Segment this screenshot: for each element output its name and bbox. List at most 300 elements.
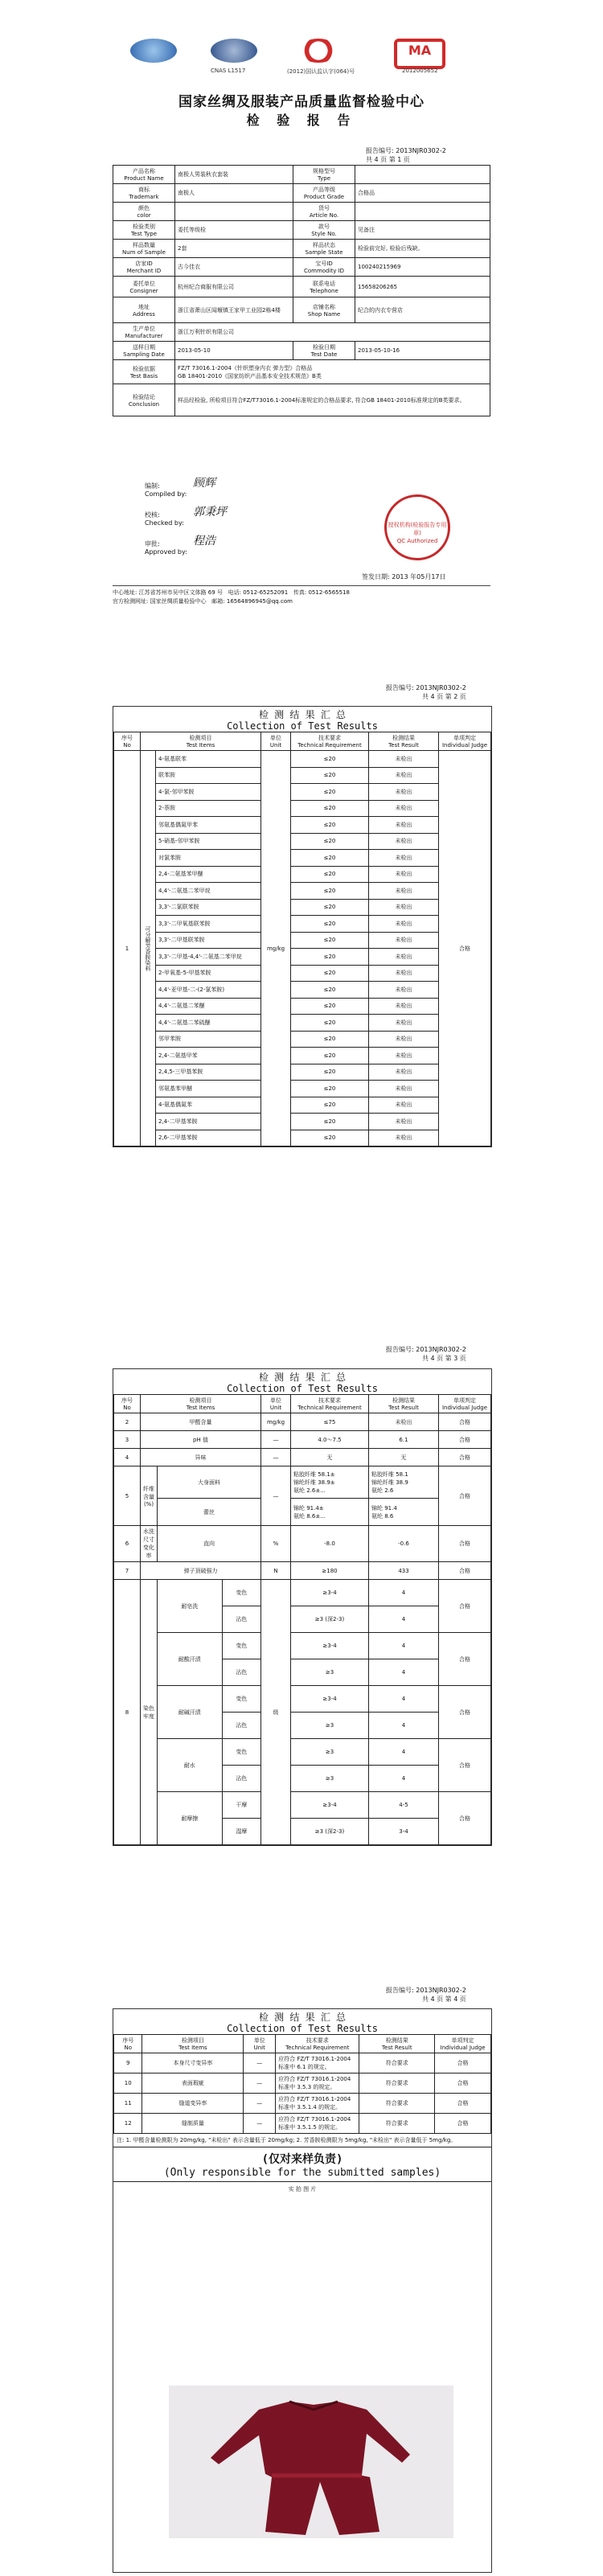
row-number: 7	[114, 1562, 141, 1580]
result: 4	[369, 1606, 439, 1633]
table-row	[114, 2114, 491, 2134]
field-value: 浙江省萧山区闻堰镇王家甲工业园2栋4楼	[175, 297, 293, 323]
requirement: 应符合 FZ/T 73016.1-2004 标准中 3.5.1.5 的规定。	[276, 2114, 359, 2134]
field-label: 店铺名称 Shop Name	[293, 297, 355, 323]
field-label: 检验结论 Conclusion	[113, 384, 175, 416]
column-header: 技术要求 Technical Requirement	[276, 2035, 359, 2053]
requirement: ≤20	[291, 1015, 369, 1032]
test-subitem: 干摩	[222, 1792, 260, 1819]
unit: —	[244, 2074, 276, 2094]
result: 6.1	[369, 1431, 439, 1449]
requirement: ≤20	[291, 784, 369, 801]
table-row	[114, 866, 491, 883]
requirement: ≤20	[291, 932, 369, 949]
heading-en: Collection of Test Results	[227, 720, 378, 732]
test-item: 弹子顶破强力	[141, 1562, 261, 1580]
requirement: ≥3	[291, 1713, 369, 1739]
test-subitem: 耐酸汗渍	[158, 1633, 223, 1686]
requirement: ≥3	[291, 1659, 369, 1686]
requirement: ≥3	[291, 1766, 369, 1792]
signature-role: 校核:	[145, 511, 160, 519]
table-row	[114, 1686, 491, 1713]
result: 未检出	[369, 899, 439, 916]
test-item: 2,4-二甲基苯胺	[156, 1114, 261, 1130]
unit: —	[244, 2094, 276, 2114]
report-meta	[386, 1986, 466, 2004]
field-value: 南极人男装秋衣套装	[175, 166, 293, 184]
test-item: pH 值	[141, 1431, 261, 1449]
results-table	[113, 2034, 491, 2134]
field-value: 杭州纪合商服有限公司	[175, 277, 293, 297]
column-header: 序号 No	[114, 1395, 141, 1413]
requirement: ≤20	[291, 998, 369, 1015]
result: 3-4	[369, 1819, 439, 1845]
result: 未检出	[369, 932, 439, 949]
results-table	[113, 732, 491, 1146]
requirement: ≤20	[291, 817, 369, 834]
table-row	[114, 1114, 491, 1130]
test-item: 2-萘胺	[156, 800, 261, 817]
field-value: 见备注	[355, 221, 490, 240]
table-row	[114, 1526, 491, 1562]
judge: 合格	[439, 1739, 491, 1792]
table-row	[114, 1580, 491, 1606]
page-footer	[113, 585, 490, 606]
field-label: 货号 Article No.	[293, 203, 355, 221]
column-header: 技术要求 Technical Requirement	[291, 1395, 369, 1413]
table-row	[114, 1466, 491, 1499]
unit: —	[261, 1431, 291, 1449]
row-number: 9	[114, 2053, 142, 2074]
requirement: ≤20	[291, 1114, 369, 1130]
result: 4	[369, 1580, 439, 1606]
field-value: 2013-05-10-16	[355, 342, 490, 360]
info-row	[113, 203, 490, 221]
judge: 合格	[435, 2114, 491, 2134]
column-header: 单项判定 Individual Judge	[439, 732, 491, 751]
field-value	[355, 166, 490, 184]
cma-logo-icon	[299, 39, 338, 63]
signature-role-en: Compiled by:	[145, 490, 187, 498]
report-meta	[366, 146, 446, 164]
info-row	[113, 384, 490, 416]
info-row	[113, 297, 490, 323]
result: 未检出	[369, 998, 439, 1015]
field-label: 送样日期 Sampling Date	[113, 342, 175, 360]
page-info: 共 4 页 第 3 页	[421, 1355, 466, 1362]
table-row	[114, 2094, 491, 2114]
result: 符合要求	[359, 2053, 435, 2074]
cnas-id-label: CNAS L1517	[211, 68, 246, 74]
ma-logo-icon: MA	[394, 39, 445, 69]
field-label: 地址 Address	[113, 297, 175, 323]
row-number: 11	[114, 2094, 142, 2114]
column-header: 检测结果 Test Result	[369, 1395, 439, 1413]
requirement: ≥3	[291, 1739, 369, 1766]
judge: 合格	[435, 2053, 491, 2074]
table-row	[114, 800, 491, 817]
unit: mg/kg	[261, 751, 291, 1146]
column-header: 检测项目 Test Items	[142, 2035, 244, 2053]
footnote: 注: 1. 甲醛含量检测限为 20mg/kg, "未检出" 表示含量低于 20mg/kg; 2. 芳香胺检测限为 5mg/kg, "未检出" 表示含量低于 5mg/kg。	[113, 2134, 491, 2147]
table-row	[114, 1413, 491, 1431]
signature-row	[145, 477, 306, 498]
info-row	[113, 184, 490, 203]
report-number: 报告编号: 2013NJR0302-2	[386, 1346, 466, 1353]
judge: 合格	[439, 1466, 491, 1526]
result: 未检出	[369, 949, 439, 966]
requirement: ≤20	[291, 883, 369, 900]
section-heading	[113, 2009, 491, 2034]
judge: 合格	[439, 751, 491, 1146]
test-item: 4-氯-邻甲苯胺	[156, 784, 261, 801]
requirement: ≤20	[291, 850, 369, 867]
page-subtitle: 检 验 报 告	[246, 113, 357, 128]
requirement: ≥3 (深2-3)	[291, 1606, 369, 1633]
requirement: ≤20	[291, 899, 369, 916]
test-item: 邻氨基偶氮甲苯	[156, 817, 261, 834]
test-subitem: 变色	[222, 1580, 260, 1606]
requirement: -8.0	[291, 1526, 369, 1562]
field-label: 规格型号 Type	[293, 166, 355, 184]
requirement: ≤20	[291, 949, 369, 966]
test-item: 染色牢度	[141, 1580, 158, 1845]
field-value: 15658206265	[355, 277, 490, 297]
test-item: 2-甲氧基-5-甲基苯胺	[156, 965, 261, 982]
test-subitem: 大身面料	[158, 1466, 261, 1499]
disclaimer-cn: (仅对来样负责)	[261, 2153, 343, 2166]
info-row	[113, 323, 490, 342]
test-item: 甲醛含量	[141, 1413, 261, 1431]
column-header: 单位 Unit	[244, 2035, 276, 2053]
table-row	[114, 1792, 491, 1819]
column-header: 单项判定 Individual Judge	[439, 1395, 491, 1413]
result: 未检出	[369, 767, 439, 784]
unit: —	[261, 1449, 291, 1466]
report-page-2	[0, 675, 603, 1254]
report-page-3	[0, 1331, 603, 1942]
section-heading	[113, 707, 491, 732]
test-item: 联苯胺	[156, 767, 261, 784]
result: 符合要求	[359, 2094, 435, 2114]
test-item: 2,4-二氨基苯甲醚	[156, 866, 261, 883]
report-page-1	[0, 0, 603, 635]
test-item: 异味	[141, 1449, 261, 1466]
signature-role: 审批:	[145, 540, 160, 548]
test-item: 2,4-二氨基甲苯	[156, 1048, 261, 1064]
result: 未检出	[369, 1048, 439, 1064]
test-item: 4-氨基联苯	[156, 751, 261, 768]
info-row	[113, 277, 490, 297]
test-subitem: 耐皂洗	[158, 1580, 223, 1633]
field-label: 产品名称 Product Name	[113, 166, 175, 184]
disclaimer-en: (Only responsible for the submitted samples)	[113, 2167, 491, 2182]
result: 未检出	[369, 800, 439, 817]
column-header: 检测项目 Test Items	[141, 732, 261, 751]
table-row	[114, 1081, 491, 1097]
report-meta	[386, 683, 466, 701]
unit: mg/kg	[261, 1413, 291, 1431]
field-value: 委托等级检	[175, 221, 293, 240]
table-header-row	[114, 1395, 491, 1413]
row-number: 12	[114, 2114, 142, 2134]
info-row	[113, 258, 490, 277]
judge: 合格	[439, 1562, 491, 1580]
row-number: 4	[114, 1449, 141, 1466]
column-header: 检测结果 Test Result	[359, 2035, 435, 2053]
table-row	[114, 784, 491, 801]
field-value: 样品经检验, 所检项目符合FZ/T73016.1-2004标准规定的合格品要求, 符合GB 18401-2010标准规定的B类要求。	[175, 384, 490, 416]
field-value: 2套	[175, 240, 293, 258]
footer-email: 邮箱: 16564896945@qq.com	[211, 598, 293, 605]
heading-en: Collection of Test Results	[227, 1383, 378, 1394]
result: 未检出	[369, 833, 439, 850]
report-page-4	[0, 1979, 603, 2576]
result: 未检出	[369, 1413, 439, 1431]
requirement: ≤20	[291, 767, 369, 784]
column-header: 技术要求 Technical Requirement	[291, 732, 369, 751]
test-subitem: 变色	[222, 1686, 260, 1713]
test-item: 5-硝基-邻甲苯胺	[156, 833, 261, 850]
stamp-text-en: QC Authorized	[396, 538, 438, 544]
row-number: 2	[114, 1413, 141, 1431]
page-info: 共 4 页 第 2 页	[421, 693, 466, 700]
field-value: 浙江万利针织有限公司	[175, 323, 490, 342]
table-header-row	[114, 2035, 491, 2053]
product-photo	[169, 2385, 453, 2538]
judge: 合格	[439, 1580, 491, 1633]
judge: 合格	[439, 1449, 491, 1466]
requirement: ≥3 (深2-3)	[291, 1819, 369, 1845]
field-label: 产品等级 Product Grade	[293, 184, 355, 203]
result: 符合要求	[359, 2074, 435, 2094]
signature-role: 编制:	[145, 482, 160, 490]
test-item: 4,4'-亚甲基-二-(2-氯苯胺)	[156, 982, 261, 999]
result: 未检出	[369, 883, 439, 900]
result: 未检出	[369, 1081, 439, 1097]
table-row	[114, 767, 491, 784]
test-item: 邻甲苯胺	[156, 1031, 261, 1048]
result: 未检出	[369, 817, 439, 834]
test-item: 3,3'-二氯联苯胺	[156, 899, 261, 916]
field-value: FZ/T 73016.1-2004《针织塑身内衣 弹力型》合格品 GB 18401-2010《国家纺织产品基本安全技术规范》B类	[175, 360, 490, 384]
signature-role-en: Checked by:	[145, 519, 184, 527]
requirement: ≤20	[291, 1130, 369, 1146]
garment-photo-icon	[169, 2385, 453, 2538]
table-row	[114, 949, 491, 966]
test-item: 邻氨基苯甲醚	[156, 1081, 261, 1097]
info-row	[113, 166, 490, 184]
column-header: 检测结果 Test Result	[369, 732, 439, 751]
field-label: 款号 Style No.	[293, 221, 355, 240]
table-row	[114, 1015, 491, 1032]
field-label: 样品状态 Sample State	[293, 240, 355, 258]
table-row	[114, 1739, 491, 1766]
field-label: 检验类别 Test Type	[113, 221, 175, 240]
info-table-container	[113, 165, 490, 416]
field-label: 检验日期 Test Date	[293, 342, 355, 360]
field-label: 颜色 color	[113, 203, 175, 221]
requirement: ≤20	[291, 1081, 369, 1097]
table-row	[114, 1449, 491, 1466]
test-item: 缝制质量	[142, 2114, 244, 2134]
requirement: ≤20	[291, 1097, 369, 1114]
test-item: 2,6-二甲基苯胺	[156, 1130, 261, 1146]
field-value: 合格品	[355, 184, 490, 203]
judge: 合格	[439, 1792, 491, 1845]
heading-cn: 检 测 结 果 汇 总	[258, 1372, 347, 1383]
result: 未检出	[369, 965, 439, 982]
column-header: 序号 No	[114, 2035, 142, 2053]
requirement: ≤75	[291, 1413, 369, 1431]
page-info: 共 4 页 第 1 页	[366, 156, 410, 163]
unit: —	[244, 2053, 276, 2074]
field-value: 检验前完好, 检验后残缺。	[355, 240, 490, 258]
test-item: 3,3'-二甲基联苯胺	[156, 932, 261, 949]
requirement: ≤20	[291, 1064, 369, 1081]
result: 未检出	[369, 1130, 439, 1146]
test-item: 水洗尺寸变化率	[141, 1526, 158, 1562]
requirement: ≥3-4	[291, 1633, 369, 1659]
field-value: 纪合的内衣专营店	[355, 297, 490, 323]
unit: 级	[261, 1580, 291, 1845]
table-row	[114, 899, 491, 916]
official-stamp-icon	[384, 494, 450, 560]
test-subitem: 变色	[222, 1739, 260, 1766]
requirement: 应符合 FZ/T 73016.1-2004 标准中 3.5.1.4 的规定。	[276, 2094, 359, 2114]
result: 4	[369, 1659, 439, 1686]
result: 未检出	[369, 1064, 439, 1081]
heading-cn: 检 测 结 果 汇 总	[258, 2012, 347, 2023]
requirement: 粘胶纤维 58.1± 锦纶纤维 38.9± 氨纶 2.6±...	[291, 1466, 369, 1499]
result: 4	[369, 1713, 439, 1739]
results-table-container	[113, 1368, 492, 1846]
judge: 合格	[439, 1686, 491, 1739]
test-subitem: 沾色	[222, 1606, 260, 1633]
signature-row	[145, 506, 306, 527]
table-header-row	[114, 732, 491, 751]
footer-phone: 电话: 0512-65252091	[228, 589, 289, 596]
test-item: 4-氨基偶氮苯	[156, 1097, 261, 1114]
test-subitem: 湿摩	[222, 1819, 260, 1845]
requirement: ≤20	[291, 1031, 369, 1048]
signature-row	[145, 535, 306, 556]
unit: —	[244, 2114, 276, 2134]
stamp-text: 授权机构(检验报告专用章)	[388, 522, 447, 536]
test-subitem: 耐摩擦	[158, 1792, 223, 1845]
test-item: 3,3'-二甲基-4,4'-二氨基二苯甲烷	[156, 949, 261, 966]
report-number: 报告编号: 2013NJR0302-2	[366, 147, 446, 154]
results-table-container	[113, 706, 492, 1147]
column-header: 单位 Unit	[261, 1395, 291, 1413]
table-row	[114, 2053, 491, 2074]
info-row	[113, 240, 490, 258]
table-row	[114, 1048, 491, 1064]
test-item: 本身尺寸变异率	[142, 2053, 244, 2074]
page-title: 国家丝绸及服装产品质量监督检验中心	[178, 94, 425, 110]
table-row	[114, 932, 491, 949]
judge: 合格	[439, 1413, 491, 1431]
field-label: 商标 Trademark	[113, 184, 175, 203]
result: 未检出	[369, 1114, 439, 1130]
result: 未检出	[369, 916, 439, 933]
column-header: 单位 Unit	[261, 732, 291, 751]
judge: 合格	[435, 2094, 491, 2114]
table-row	[114, 1633, 491, 1659]
row-number: 1	[114, 751, 141, 1146]
result: 4	[369, 1686, 439, 1713]
table-row	[114, 833, 491, 850]
ilac-logo-icon	[130, 39, 177, 63]
report-number: 报告编号: 2013NJR0302-2	[386, 684, 466, 691]
unit: N	[261, 1562, 291, 1580]
table-row	[114, 998, 491, 1015]
column-header: 序号 No	[114, 732, 141, 751]
judge: 合格	[439, 1633, 491, 1686]
footer-website: 官方检测网址: 国家丝绸质量检验中心	[113, 598, 207, 605]
row-number: 6	[114, 1526, 141, 1562]
unit: %	[261, 1526, 291, 1562]
test-subitem: 蕾丝	[158, 1499, 261, 1526]
field-label: 生产单位 Manufacturer	[113, 323, 175, 342]
table-row	[114, 2074, 491, 2094]
table-row	[114, 1031, 491, 1048]
requirement: 无	[291, 1449, 369, 1466]
sign-date: 签发日期: 2013 年05月17日	[362, 573, 446, 580]
result: 未检出	[369, 1015, 439, 1032]
test-subitem: 变色	[222, 1633, 260, 1659]
result: 未检出	[369, 751, 439, 768]
test-subitem: 沾色	[222, 1713, 260, 1739]
table-row	[114, 965, 491, 982]
results-table	[113, 1394, 491, 1845]
row-number: 8	[114, 1580, 141, 1845]
test-item: 缝道变异率	[142, 2094, 244, 2114]
result: -0.6	[369, 1526, 439, 1562]
test-subitem: 耐碱汗渍	[158, 1686, 223, 1739]
test-item: 2,4,5-三甲基苯胺	[156, 1064, 261, 1081]
requirement: 锦纶 91.4± 氨纶 8.6±...	[291, 1499, 369, 1526]
footer-fax: 传真: 0512-6565518	[293, 589, 350, 596]
report-number: 报告编号: 2013NJR0302-2	[386, 1987, 466, 1994]
test-subitem: 直向	[158, 1526, 261, 1562]
cnas-logo-icon	[211, 39, 257, 63]
requirement: ≤20	[291, 800, 369, 817]
test-item: 对氯苯胺	[156, 850, 261, 867]
table-row	[114, 1097, 491, 1114]
info-table	[113, 165, 490, 416]
requirement: 应符合 FZ/T 73016.1-2004 标准中 6.1 的规定。	[276, 2053, 359, 2074]
field-label: 检验依据 Test Basis	[113, 360, 175, 384]
unit: —	[261, 1466, 291, 1526]
result: 4	[369, 1633, 439, 1659]
report-meta	[386, 1345, 466, 1363]
table-row	[114, 916, 491, 933]
field-value: 古今佳衣	[175, 258, 293, 277]
table-row	[114, 1064, 491, 1081]
field-label: 宝号ID Commodity ID	[293, 258, 355, 277]
row-number: 10	[114, 2074, 142, 2094]
table-row	[114, 850, 491, 867]
field-value	[175, 203, 293, 221]
requirement: ≤20	[291, 833, 369, 850]
signature-role-en: Approved by:	[145, 548, 187, 556]
field-value: 南极人	[175, 184, 293, 203]
table-row	[114, 982, 491, 999]
table-row	[114, 1431, 491, 1449]
result: 粘胶纤维 58.1 锦纶纤维 38.9 氨纶 2.6	[369, 1466, 439, 1499]
test-item: 表面瑕疵	[142, 2074, 244, 2094]
